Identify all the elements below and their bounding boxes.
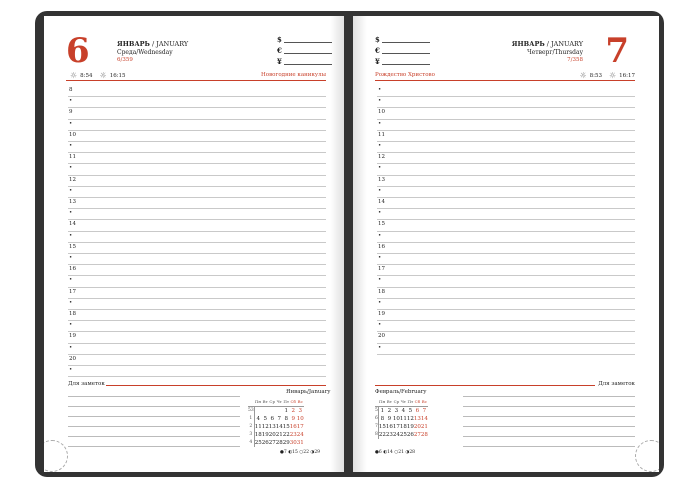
calendar-day: 18: [254, 432, 262, 438]
hour-label: 17: [69, 288, 76, 295]
calendar-day: 24: [392, 432, 400, 438]
notes-label: Для заметок: [68, 381, 105, 387]
calendar-weekday-header: Ср: [269, 398, 276, 407]
calendar-day: 9: [291, 416, 295, 422]
note-line[interactable]: [463, 416, 635, 417]
currency-yen: ¥: [277, 57, 282, 66]
calendar-day: 6: [415, 408, 420, 414]
calendar-day: 31: [296, 440, 304, 446]
hour-label: •: [69, 367, 73, 373]
note-line[interactable]: [68, 396, 240, 397]
hour-label: •: [69, 255, 73, 261]
hour-label: •: [378, 277, 382, 284]
calendar-day: [276, 407, 283, 416]
calendar-day: 1: [284, 408, 288, 414]
currency-eur-field[interactable]: [284, 53, 332, 54]
calendar-day: 16: [289, 424, 297, 430]
hour-line[interactable]: [68, 354, 326, 355]
note-line[interactable]: [68, 436, 240, 437]
hour-label: 12: [69, 176, 76, 183]
hour-line[interactable]: [377, 287, 635, 288]
hour-label: •: [69, 98, 73, 105]
hour-label: •: [69, 165, 73, 172]
calendar-week-number: 7: [375, 424, 378, 429]
calendar-week-number: 8: [375, 432, 378, 437]
hour-label: •: [378, 165, 382, 172]
notes-label: Для заметок: [598, 381, 635, 387]
hour-label: •: [378, 210, 382, 217]
hour-label: 12: [378, 154, 385, 161]
calendar-weekday-header: Пн: [378, 398, 386, 407]
day-count: 7/358: [567, 57, 583, 63]
calendar-day: 27: [413, 432, 421, 438]
calendar-day: 16: [385, 424, 393, 430]
note-line[interactable]: [463, 446, 635, 447]
hour-line[interactable]: [68, 275, 326, 276]
hour-label: •: [378, 87, 382, 93]
hour-label: •: [69, 143, 73, 149]
hour-label: •: [378, 98, 382, 105]
hour-label: 9: [69, 109, 73, 116]
hour-line[interactable]: [377, 107, 635, 108]
calendar-day: 17: [392, 424, 400, 430]
hour-line[interactable]: [68, 320, 326, 321]
calendar-day: 28: [275, 440, 283, 446]
hour-label: •: [69, 322, 73, 329]
hour-line[interactable]: [377, 152, 635, 153]
month-label: ЯНВАРЬ / JANUARY: [117, 40, 189, 48]
hour-line[interactable]: [68, 163, 326, 164]
calendar-day: 20: [413, 424, 421, 430]
hour-label: 14: [69, 221, 76, 228]
hour-line[interactable]: [68, 231, 326, 232]
hour-label: •: [69, 210, 73, 217]
calendar-weekday-header: Ср: [393, 398, 400, 407]
hour-line[interactable]: [377, 197, 635, 198]
sunset-icon: ☼: [99, 71, 107, 80]
hour-label: 11: [69, 154, 76, 161]
calendar-day: 8: [284, 416, 288, 422]
day-count: 6/359: [117, 57, 133, 63]
currency-yen-field[interactable]: [284, 64, 332, 65]
calendar-day: 1: [380, 408, 385, 414]
hour-label: 16: [69, 266, 76, 273]
calendar-weekday-header: Пн: [254, 398, 262, 407]
hour-line[interactable]: [377, 219, 635, 220]
calendar-weekday-header: Пт: [283, 398, 290, 407]
calendar-day: 12: [261, 424, 269, 430]
hour-line[interactable]: [68, 96, 326, 97]
hour-label: •: [69, 232, 73, 239]
calendar-day: 8: [380, 416, 385, 422]
calendar-day: 11: [254, 424, 262, 430]
calendar-week-number: 5: [375, 408, 378, 413]
currency-eur: €: [277, 46, 282, 55]
hour-label: 16: [378, 243, 385, 250]
hour-line[interactable]: [68, 309, 326, 310]
hour-line[interactable]: [68, 331, 326, 332]
currency-usd-field[interactable]: [284, 42, 332, 43]
calendar-day: 7: [422, 408, 427, 414]
hour-line[interactable]: [377, 264, 635, 265]
hour-line[interactable]: [377, 231, 635, 232]
hour-label: •: [378, 344, 382, 351]
hour-line[interactable]: [68, 365, 326, 366]
moon-phases: ●7 ◐15 ○22 ◑29: [280, 450, 321, 455]
hour-label: •: [378, 187, 382, 194]
calendar-weekday-header: Сб: [414, 398, 421, 407]
weekday-label: Четверг/Thursday: [527, 49, 583, 56]
note-line[interactable]: [68, 426, 240, 427]
calendar-day: 26: [261, 440, 269, 446]
hour-label: 18: [378, 288, 385, 295]
calendar-day: 10: [392, 416, 400, 422]
hour-line[interactable]: [68, 376, 326, 377]
calendar-day: 14: [275, 424, 283, 430]
hour-line[interactable]: [377, 343, 635, 344]
calendar-day: 19: [261, 432, 269, 438]
calendar-day: 22: [282, 432, 290, 438]
calendar-day: 29: [282, 440, 290, 446]
hour-label: 17: [378, 266, 385, 273]
hour-line[interactable]: [377, 242, 635, 243]
holiday-label: Рождество Христово: [375, 72, 435, 78]
calendar-week-number: 1: [249, 416, 253, 421]
calendar-week-number: 53: [248, 408, 254, 413]
note-line[interactable]: [68, 406, 240, 407]
calendar-day: 24: [296, 432, 304, 438]
calendar-day: 5: [263, 416, 267, 422]
hour-line[interactable]: [68, 253, 326, 254]
calendar-day: 17: [296, 424, 304, 430]
calendar-day: 14: [420, 416, 428, 422]
calendar-day: 23: [289, 432, 297, 438]
hour-label: •: [69, 344, 73, 351]
calendar-day: 7: [277, 416, 281, 422]
hour-line[interactable]: [68, 197, 326, 198]
calendar-day: 20: [268, 432, 276, 438]
hour-line[interactable]: [68, 264, 326, 265]
note-line[interactable]: [463, 426, 635, 427]
hour-line[interactable]: [68, 130, 326, 131]
currency-usd-field[interactable]: [382, 42, 430, 43]
hour-line[interactable]: [377, 163, 635, 164]
calendar-day: 6: [270, 416, 274, 422]
calendar-day: 21: [275, 432, 283, 438]
currency-eur: €: [375, 46, 380, 55]
hour-label: •: [378, 120, 382, 127]
hour-line[interactable]: [377, 253, 635, 254]
hour-line[interactable]: [68, 107, 326, 108]
calendar-day: 11: [399, 416, 407, 422]
calendar-day: 22: [378, 432, 386, 438]
hour-label: 11: [378, 131, 385, 138]
calendar-day: 25: [254, 440, 262, 446]
hour-label: 20: [378, 333, 385, 340]
hour-line[interactable]: [377, 141, 635, 142]
currency-usd: $: [375, 35, 380, 44]
calendar-day: 12: [406, 416, 414, 422]
hour-label: 8: [69, 87, 73, 93]
calendar-weekday-header: Вт: [386, 398, 393, 407]
hour-label: 20: [69, 355, 76, 362]
calendar-day: 13: [413, 416, 421, 422]
hour-line[interactable]: [377, 119, 635, 120]
sunrise-icon: ☼: [579, 71, 587, 80]
note-line[interactable]: [463, 406, 635, 407]
hour-line[interactable]: [68, 219, 326, 220]
hour-label: •: [69, 187, 73, 194]
calendar-day: 28: [420, 432, 428, 438]
hour-line[interactable]: [68, 119, 326, 120]
hour-label: 10: [69, 131, 76, 138]
right-page: [353, 16, 659, 472]
calendar-week-number: 6: [375, 416, 378, 421]
currency-eur-field[interactable]: [382, 53, 430, 54]
note-line[interactable]: [463, 396, 635, 397]
calendar-day: [262, 407, 269, 416]
hour-label: 13: [378, 176, 385, 183]
calendar-weekday-header: Чт: [400, 398, 407, 407]
sunrise-icon: ☼: [70, 71, 78, 80]
calendar-day: 4: [401, 408, 406, 414]
calendar-day: 30: [289, 440, 297, 446]
calendar-weekday-header: Вс: [297, 398, 304, 407]
hour-line[interactable]: [377, 309, 635, 310]
currency-yen: ¥: [375, 57, 380, 66]
weekday-label: Среда/Wednesday: [117, 49, 173, 56]
hour-label: 14: [378, 199, 385, 205]
calendar-title: Январь/January: [286, 389, 331, 395]
sunset-icon: ☼: [608, 71, 617, 80]
sun-times: ☼ 8:53 ☼ 16:17: [579, 71, 635, 80]
hour-label: 19: [69, 333, 76, 340]
day-number: 7: [605, 31, 629, 71]
calendar-day: 9: [387, 416, 392, 422]
hour-line[interactable]: [377, 96, 635, 97]
hour-line[interactable]: [377, 298, 635, 299]
hour-line[interactable]: [377, 130, 635, 131]
calendar-week-number: 4: [249, 440, 253, 445]
calendar-day: 3: [298, 408, 302, 414]
hour-line[interactable]: [377, 320, 635, 321]
currency-usd: $: [277, 35, 282, 44]
day-number: 6: [66, 31, 90, 71]
hour-line[interactable]: [68, 298, 326, 299]
calendar-weekday-header: Вт: [262, 398, 269, 407]
hour-line[interactable]: [377, 186, 635, 187]
hour-label: 19: [378, 311, 385, 317]
hour-label: 15: [69, 243, 76, 250]
note-line[interactable]: [463, 436, 635, 437]
calendar-day: 25: [399, 432, 407, 438]
calendar-day: 21: [420, 424, 428, 430]
calendar-day: 23: [385, 432, 393, 438]
hour-line[interactable]: [68, 242, 326, 243]
hour-label: •: [69, 299, 73, 306]
note-line[interactable]: [68, 446, 240, 447]
calendar-day: 5: [408, 408, 413, 414]
calendar-weekday-header: Сб: [290, 398, 297, 407]
calendar-day: 18: [399, 424, 407, 430]
hour-label: 15: [378, 221, 385, 228]
calendar-day: 3: [394, 408, 399, 414]
calendar-day: 15: [378, 424, 386, 430]
hour-line[interactable]: [68, 343, 326, 344]
hour-line[interactable]: [377, 275, 635, 276]
hour-line[interactable]: [68, 175, 326, 176]
hour-line[interactable]: [68, 141, 326, 142]
hour-label: •: [378, 322, 382, 329]
calendar-day: 2: [291, 408, 295, 414]
hour-line[interactable]: [377, 175, 635, 176]
hour-line[interactable]: [68, 186, 326, 187]
hour-label: 13: [69, 199, 76, 205]
calendar-day: 13: [268, 424, 276, 430]
hour-label: 10: [378, 109, 385, 116]
calendar-day: 2: [387, 408, 392, 414]
holiday-label: Новогодние каникулы: [260, 72, 326, 78]
month-label: ЯНВАРЬ / JANUARY: [511, 40, 583, 48]
hour-line[interactable]: [68, 287, 326, 288]
left-page: [44, 16, 344, 472]
calendar-weekday-header: Чт: [276, 398, 283, 407]
hour-line[interactable]: [377, 331, 635, 332]
calendar-day: [254, 407, 262, 416]
hour-label: •: [69, 277, 73, 284]
calendar-weekday-header: Пт: [407, 398, 414, 407]
calendar-day: 19: [406, 424, 414, 430]
calendar-day: [269, 407, 276, 416]
note-line[interactable]: [68, 416, 240, 417]
calendar-title: Февраль/February: [375, 389, 427, 395]
hour-line[interactable]: [377, 208, 635, 209]
calendar-day: 4: [256, 416, 260, 422]
calendar-day: 15: [282, 424, 290, 430]
hour-line[interactable]: [377, 354, 635, 355]
hour-label: •: [378, 299, 382, 306]
calendar-weekday-header: Вс: [421, 398, 428, 407]
sun-times: ☼ 8:54 ☼ 16:15: [70, 71, 126, 80]
hour-line[interactable]: [68, 152, 326, 153]
calendar-day: 27: [268, 440, 276, 446]
hour-label: •: [378, 143, 382, 149]
calendar-day: 10: [296, 416, 304, 422]
calendar-week-number: 2: [249, 424, 253, 429]
hour-line[interactable]: [68, 208, 326, 209]
currency-yen-field[interactable]: [382, 64, 430, 65]
hour-label: •: [378, 255, 382, 261]
calendar-week-number: 3: [249, 432, 253, 437]
calendar-day: 26: [406, 432, 414, 438]
moon-phases: ●6 ◐14 ○21 ◑28: [375, 450, 416, 455]
hour-label: 18: [69, 311, 76, 317]
hour-label: •: [69, 120, 73, 127]
hour-label: •: [378, 232, 382, 239]
